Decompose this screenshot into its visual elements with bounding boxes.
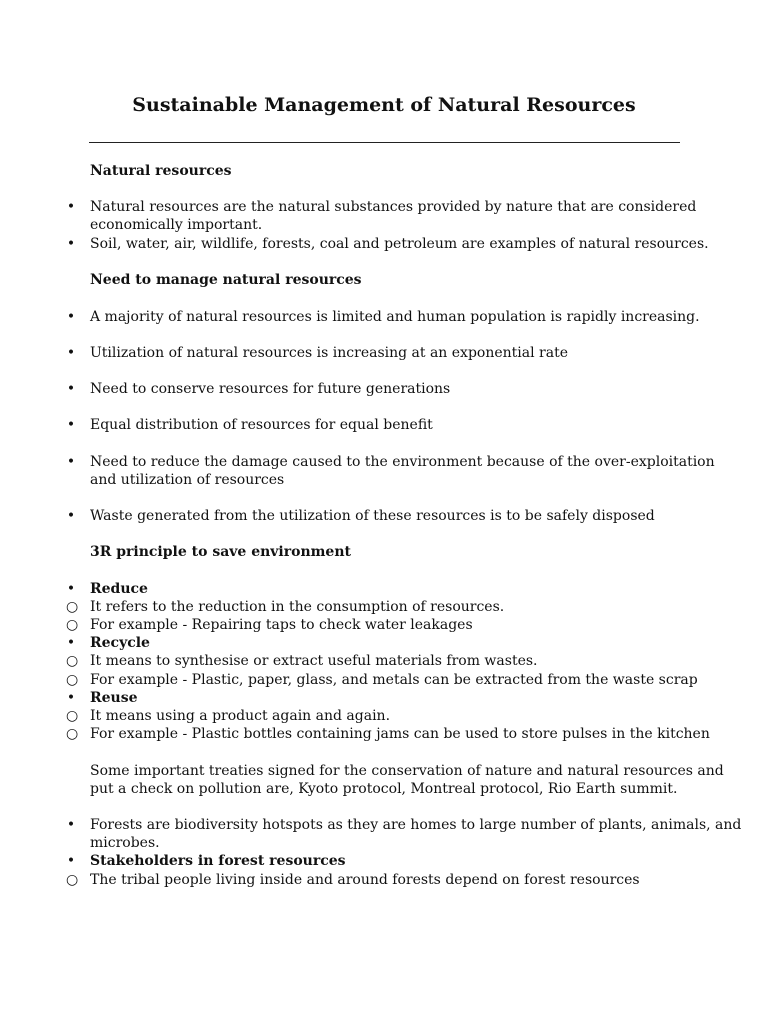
bullet-text: Utilization of natural resources is increasing at an exponential rate	[90, 345, 568, 361]
bullet-text-continued: and utilization of resources	[90, 472, 285, 488]
sub-bullet-marker: ○	[66, 726, 79, 742]
bullet-marker: •	[66, 581, 76, 597]
sub-bullet-text: The tribal people living inside and around forests depend on forest resources	[90, 872, 640, 888]
bullet-marker: •	[66, 381, 76, 397]
3r-item-reduce: Reduce	[90, 581, 148, 597]
bullet-marker: •	[66, 199, 76, 215]
bullet-marker: •	[66, 817, 76, 833]
bullet-text: Soil, water, air, wildlife, forests, coal and petroleum are examples of natural resources.	[90, 236, 709, 252]
bullet-marker: •	[66, 417, 76, 433]
bullet-text-continued: economically important.	[90, 217, 263, 233]
section-heading-need-to-manage: Need to manage natural resources	[90, 272, 362, 288]
sub-bullet-marker: ○	[66, 672, 79, 688]
bullet-text-continued: microbes.	[90, 835, 160, 851]
bullet-text: Need to conserve resources for future generations	[90, 381, 451, 397]
sub-bullet-marker: ○	[66, 708, 79, 724]
sub-bullet-marker: ○	[66, 599, 79, 615]
treaties-paragraph-line: put a check on pollution are, Kyoto protocol, Montreal protocol, Rio Earth summit.	[90, 781, 678, 797]
treaties-paragraph-line: Some important treaties signed for the conservation of nature and natural resources and	[90, 763, 724, 779]
page-title: Sustainable Management of Natural Resources	[132, 94, 636, 116]
sub-bullet-marker: ○	[66, 872, 79, 888]
bullet-marker: •	[66, 345, 76, 361]
section-heading-natural-resources: Natural resources	[90, 163, 232, 179]
stakeholders-heading: Stakeholders in forest resources	[90, 853, 346, 869]
bullet-marker: •	[66, 853, 76, 869]
sub-bullet-text: For example - Plastic, paper, glass, and metals can be extracted from the waste scrap	[90, 672, 698, 688]
bullet-marker: •	[66, 309, 76, 325]
sub-bullet-text: It means using a product again and again.	[90, 708, 391, 724]
sub-bullet-text: It refers to the reduction in the consumption of resources.	[90, 599, 505, 615]
bullet-marker: •	[66, 690, 76, 706]
bullet-text: Forests are biodiversity hotspots as they are homes to large number of plants, animals, and	[90, 817, 742, 833]
bullet-text: Waste generated from the utilization of these resources is to be safely disposed	[90, 508, 655, 524]
title-divider	[89, 142, 680, 143]
bullet-text: Need to reduce the damage caused to the environment because of the over-exploitation	[90, 454, 715, 470]
bullet-marker: •	[66, 236, 76, 252]
3r-item-reuse: Reuse	[90, 690, 138, 706]
bullet-marker: •	[66, 508, 76, 524]
sub-bullet-text: For example - Repairing taps to check water leakages	[90, 617, 473, 633]
bullet-text: A majority of natural resources is limited and human population is rapidly increasing.	[90, 309, 700, 325]
bullet-marker: •	[66, 635, 76, 651]
sub-bullet-text: For example - Plastic bottles containing jams can be used to store pulses in the kitchen	[90, 726, 710, 742]
sub-bullet-marker: ○	[66, 617, 79, 633]
sub-bullet-marker: ○	[66, 653, 79, 669]
section-heading-3r-principle: 3R principle to save environment	[90, 544, 351, 560]
3r-item-recycle: Recycle	[90, 635, 150, 651]
bullet-text: Equal distribution of resources for equal benefit	[90, 417, 433, 433]
bullet-text: Natural resources are the natural substances provided by nature that are considered	[90, 199, 697, 215]
sub-bullet-text: It means to synthesise or extract useful materials from wastes.	[90, 653, 538, 669]
bullet-marker: •	[66, 454, 76, 470]
